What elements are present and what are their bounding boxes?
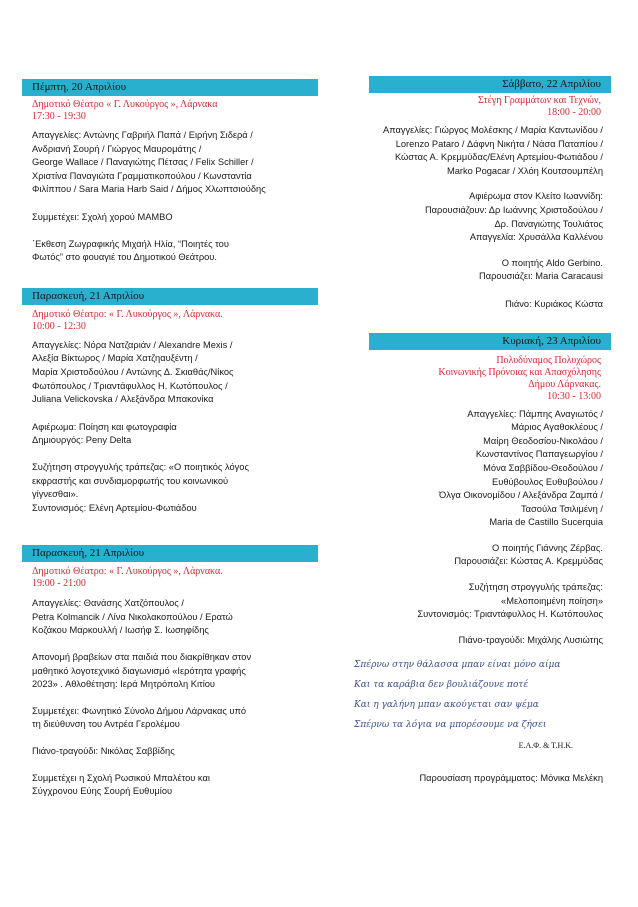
readings: Απαγγελίες: Γιώργος Μολέσκης / Μαρία Καντωνίδου / Lorenzo Pataro / Δάφνη Νικήτα / Νάσα Παταπίου / Κώστας Α. Κρεμμύδας/Ελένη Αρτεμίου-Φωτιάδου / Marko Pogacar / Χλόη Κουτσουμπέλη <box>383 125 603 176</box>
presentation: Παρουσίαση προγράμματος: Μόνικα Μελέκη <box>419 773 603 784</box>
header-label: Παρασκευή, 21 Απριλίου <box>32 289 145 302</box>
time: 19:00 - 21:00 <box>32 578 86 590</box>
participates: Συμμετέχει: Φωνητικό Σύνολο Δήμου Λάρνακας υπό τη διεύθυνση του Αντρέα Γερολέμου <box>32 705 247 730</box>
header-label: Κυριακή, 23 Απριλίου <box>502 334 601 347</box>
verse-line: Σπέρνω τα λόγια να μπορέσουμε να ζήσει <box>354 720 547 731</box>
header-label: Πέμπτη, 20 Απριλίου <box>32 81 127 93</box>
tribute: Αφιέρωμα στον Κλείτο Ιωαννίδη: Παρουσιάζουν: Δρ Ιωάννης Χριστοδούλου / Δρ. Παναγιώτης Τουλιάτος Απαγγελία: Χρυσάλλα Καλλένου <box>424 191 603 243</box>
readings: Απαγγελίες: Πάμπης Αναγιωτός / Μάριος Αγαθοκλέους / Μαίρη Θεοδοσίου-Νικολάου / Κωνσταντίνος Παπαγεωργίου / Μόνα Σαββίδου-Θεοδούλου / Ευθύβουλος Ευθυβούλου / Όλγα Οικονομίδου / Αλεξάνδρα Ζαμπά / Τασούλα Τσιλιμένη / Maria de Castillo Sucerquia <box>439 408 603 528</box>
left-column <box>22 79 318 799</box>
venue: Δημοτικό Θέατρο: « Γ. Λυκούργος », Λάρνακα. <box>32 308 223 320</box>
handwritten-verse <box>344 655 611 735</box>
venue: Δημοτικό Θέατρο: « Γ. Λυκούργος », Λάρνακα. <box>32 566 223 578</box>
participates: Συμμετέχει: Σχολή χορού MAMBO <box>32 211 173 222</box>
piano: Πιάνο-τραγούδι: Μιχάλης Λυσιώτης <box>458 634 603 645</box>
tribute: Αφιέρωμα: Ποίηση και φωτογραφία Δημιουργός: Peny Delta <box>32 421 177 446</box>
discussion: Συζήτηση στρογγυλής τράπεζας: «Μελοποιημένη ποίηση» Συντονισμός: Τριαντάφυλλος Η. Κωτόπουλος <box>417 582 603 620</box>
awards: Απονομή βραβείων στα παιδιά που διακρίθηκαν στον μαθητικό λογοτεχνικό διαγωνισμό «Ιερότητα γραφής 2023» . Αθλοθέτηση: Ιερά Μητρόπολη Κιτίου <box>32 652 252 690</box>
exhibition: ΄Εκθεση Ζωγραφικής Μιχαήλ Ηλία, “Ποιητές του Φωτός” στο φουαγιέ του Δημοτικού Θεάτρου. <box>32 238 229 263</box>
time: 10:00 - 12:30 <box>32 320 86 332</box>
day-header-friday-evening <box>22 545 318 562</box>
initials: Ε.Α.Φ. & Τ.Η.Κ. <box>518 741 573 751</box>
piano: Πιάνο: Κυριάκος Κώστα <box>505 298 603 309</box>
header-label: Παρασκευή, 21 Απριλίου <box>32 547 145 560</box>
readings: Απαγγελίες: Θανάσης Χατζόπουλος / Petra Kolmancik / Λίνα Νικολακοπούλου / Ερατώ Κοζάκου Μαρκουλλή / Ιωσήφ Σ. Ιωσηφίδης <box>32 598 233 636</box>
poet: Ο ποιητής Aldo Gerbino. Παρουσιάζει: Maria Caracausi <box>479 257 603 282</box>
right-column <box>354 76 611 786</box>
readings: Απαγγελίες: Νόρα Νατζαριάν / Alexandre Mexis / Αλεξία Βίκτωρος / Μαρία Χατζηαυξέντη / Μαρία Χριστοδούλου / Αντώνης Δ. Σκιαθάς/Νίκος Φωτόπουλος / Τριαντάφυλλος Η. Κωτόπουλος / Juliana Velickovska / Αλεξάνδρα Μπακονίκα <box>32 339 234 405</box>
discussion: Συζήτηση στρογγυλής τράπεζας: «Ο ποιητικός λόγος εκφραστής και συνδιαμορφωτής του κοινωνικού γίγνεσθαι». Συντονισμός: Ελένη Αρτεμίου-Φωτιάδου <box>32 461 249 513</box>
time: 18:00 - 20:00 <box>547 107 601 118</box>
verse-line: Σπέρνω στην θάλασσα μπαν είναι μόνο αίμα <box>354 660 561 671</box>
time: 10:30 - 13:00 <box>547 390 601 402</box>
piano: Πιάνο-τραγούδι: Νικόλας Σαββίδης <box>32 746 175 757</box>
header-label: Σάββατο, 22 Απριλίου <box>502 78 601 90</box>
day-header-saturday <box>369 76 611 93</box>
day-header-sunday <box>369 333 611 350</box>
verse-line: Και τα καράβια δεν βουλιάζουνε ποτέ <box>354 680 529 691</box>
venue: Πολυδύναμος Πολυχώρος Κοινωνικής Πρόνοιας και Απασχόλησης Δήμου Λάρνακας. <box>438 354 601 390</box>
school: Συμμετέχει η Σχολή Ρωσικού Μπαλέτου και Σύγχρονου Εύης Σουρή Ευθυμίου <box>32 772 210 797</box>
time: 17:30 - 19:30 <box>32 111 86 122</box>
venue: Δημοτικό Θέατρο « Γ. Λυκούργος », Λάρνακα <box>32 99 218 110</box>
poet: Ο ποιητής Γιάννης Ζέρβας. Παρουσιάζει: Κώστας Α. Κρεμμύδας <box>454 542 603 567</box>
readings: Απαγγελίες: Αντώνης Γαβριήλ Παπά / Ειρήνη Σιδερά / Ανδριανή Σουρή / Γιώργος Μαυρομάτης / George Wallace / Παναγιώτης Πέτσας / Felix Schiller / Χριστίνα Παναγιώτα Γραμματικοπούλου / Κωνσταντία Φιλίππου / Sara Maria Harb Said / Δήμος Χλωπτσιούδης <box>32 130 266 195</box>
venue: Στέγη Γραμμάτων και Τεχνών, <box>478 95 601 106</box>
day-header-thursday <box>22 79 318 96</box>
day-header-friday-morning <box>22 288 318 305</box>
verse-line: Και η γαλήνη μπαν ακούγεται σαν ψέμα <box>354 700 539 711</box>
